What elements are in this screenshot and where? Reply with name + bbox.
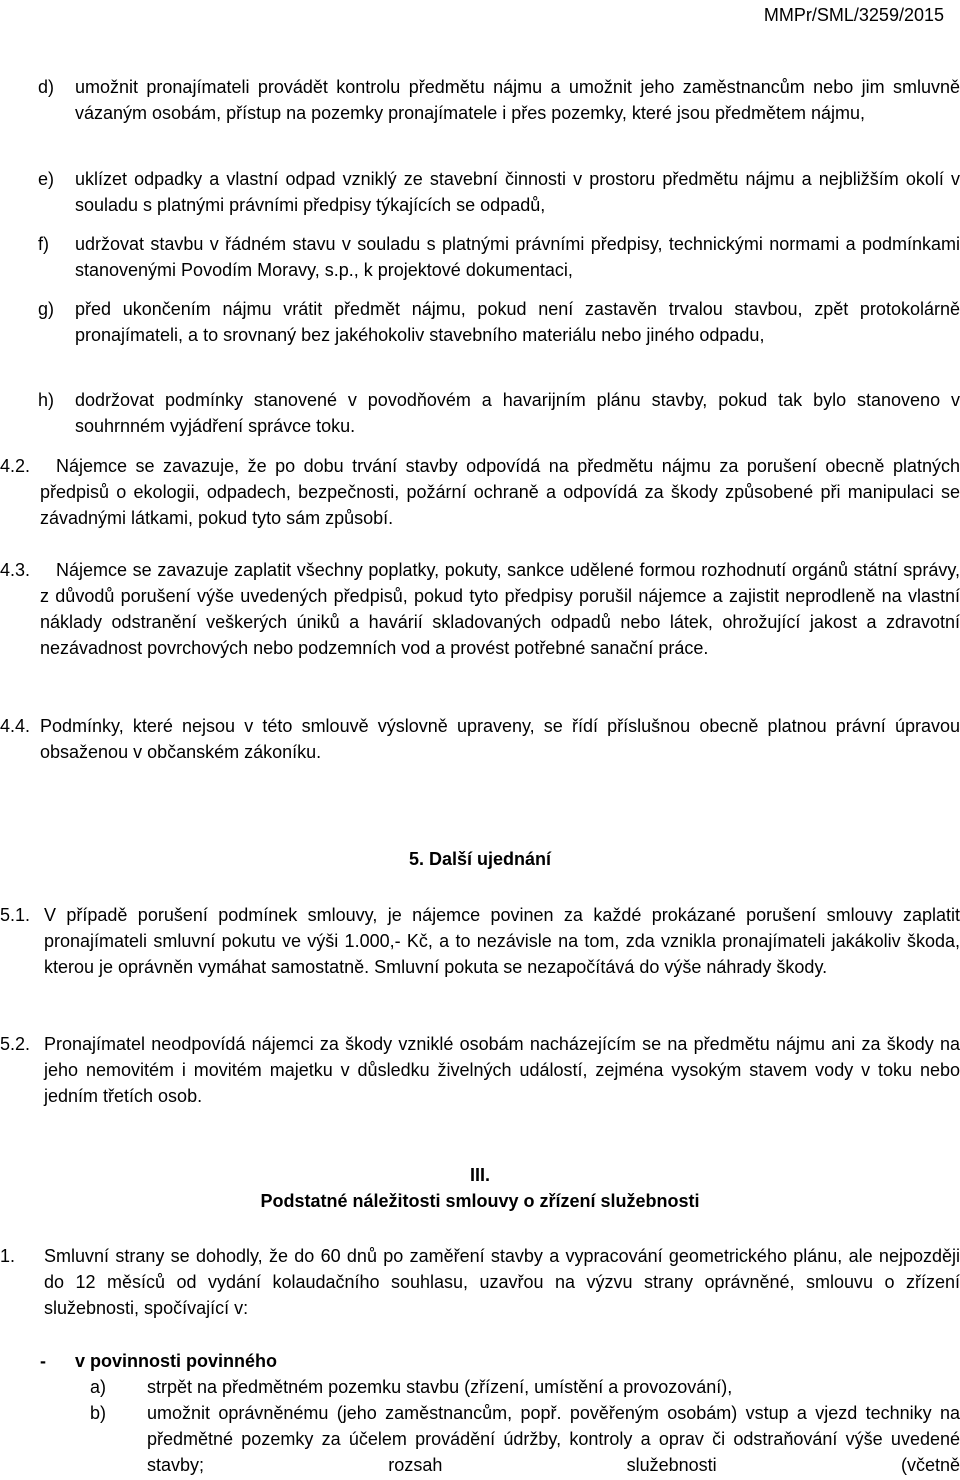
- clause-number: 5.1.: [0, 905, 31, 925]
- list-item-text: strpět na předmětném pozemku stavbu (zřízení, umístění a provozování),: [147, 1377, 733, 1397]
- list-item-text: udržovat stavbu v řádném stavu v souladu s platnými právními předpisy, technickými normami a podmínkami stanovenými Povodím Moravy, s.p., k projektové dokumentaci,: [75, 234, 960, 280]
- clause-text: V případě porušení podmínek smlouvy, je nájemce povinen za každé prokázané porušení smlouvy zaplatit pronajímateli smluvní pokutu ve výši 1.000,- Kč, a to nezávisle na tom, zda vznikla pronajímateli jakákoliv škoda, kterou je oprávněn vymáhat samostatně. Smluvní pokuta se nezapočítává do výše náhrady škody.: [44, 905, 960, 977]
- list-item-label: b): [90, 1403, 107, 1423]
- list-item-text: uklízet odpadky a vlastní odpad vzniklý ze stavební činnosti v prostoru předmětu nájmu a nejbližším okolí v souladu s platnými právními předpisy týkajících se odpadů,: [75, 169, 960, 215]
- clause-text: Smluvní strany se dohodly, že do 60 dnů po zaměření stavby a vypracování geometrického plánu, ale nejpozději do 12 měsíců od vydání kolaudačního souhlasu, uzavřou na výzvu strany oprávněné, smlouvu o zřízení služebnosti, spočívající v:: [44, 1246, 960, 1318]
- list-item-label: h): [38, 390, 55, 410]
- list-item-text: umožnit oprávněnému (jeho zaměstnancům, popř. pověřeným osobám) vstup a vjezd techniky na předmětné pozemky za účelem provádění údržby, kontroly a oprav či odstraňování výše uvedené stavby; rozsah služebnosti (včetně: [147, 1403, 960, 1475]
- list-item-label: d): [38, 77, 55, 97]
- section-5-heading: 5. Další ujednání: [408, 849, 552, 869]
- clause-text: Nájemce se zavazuje zaplatit všechny poplatky, pokuty, sankce udělené formou rozhodnutí orgánů státní správy, z důvodů porušení výše uvedených předpisů, pokud tyto předpisy porušil nájemce a zajistit neprodleně na vlastní náklady odstranění veškerých úniků a havárií skladovaných odpadů nebo látek, ohrožující jakost a zdravotní nezávadnost povrchových nebo podzemních vod a provést potřebné sanační práce.: [40, 560, 960, 658]
- section-III-numeral: III.: [469, 1165, 490, 1185]
- list-item-text: před ukončením nájmu vrátit předmět nájmu, pokud není zastavěn trvalou stavbou, zpět protokolárně pronajímateli, a to srovnaný bez jakéhokoliv stavebního materiálu nebo jiného odpadu,: [75, 299, 960, 345]
- clause-number: 1.: [0, 1246, 16, 1266]
- list-item-label: f): [38, 234, 49, 254]
- clause-number: 4.3.: [0, 560, 31, 580]
- duty-heading: v povinnosti povinného: [75, 1351, 277, 1371]
- list-item-label: g): [38, 299, 55, 319]
- clause-text: Pronajímatel neodpovídá nájemci za škody vzniklé osobám nacházejícím se na předmětu nájmu ani za škody na jeho nemovitém i movitém majetku v důsledku živelných událostí, zejména vysokým stavem vody v toku nebo jedním třetích osob.: [44, 1034, 960, 1106]
- clause-text: Podmínky, které nejsou v této smlouvě výslovně upraveny, se řídí příslušnou obecně platnou právní úpravou obsaženou v občanském zákoníku.: [40, 716, 960, 762]
- list-item-text: dodržovat podmínky stanovené v povodňovém a havarijním plánu stavby, pokud tak bylo stanoveno v souhrnném vyjádření správce toku.: [75, 390, 960, 436]
- dash-bullet: -: [40, 1351, 46, 1371]
- list-item-text: umožnit pronajímateli provádět kontrolu předmětu nájmu a umožnit jeho zaměstnancům nebo jim smluvně vázaným osobám, přístup na pozemky pronajímatele i přes pozemky, které jsou předmětem nájmu,: [75, 77, 960, 123]
- clause-text: Nájemce se zavazuje, že po dobu trvání stavby odpovídá na předmětu nájmu za porušení obecně platných předpisů o ekologii, odpadech, bezpečnosti, požární ochraně a odpovídá za škody způsobené při manipulaci se závadnými látkami, pokud tyto sám způsobí.: [40, 456, 960, 528]
- clause-number: 4.4.: [0, 716, 31, 736]
- list-item-label: a): [90, 1377, 107, 1397]
- section-III-title: Podstatné náležitosti smlouvy o zřízení služebnosti: [260, 1191, 700, 1211]
- clause-number: 5.2.: [0, 1034, 31, 1054]
- list-item-label: e): [38, 169, 55, 189]
- clause-number: 4.2.: [0, 456, 31, 476]
- document-reference: MMPr/SML/3259/2015: [763, 5, 944, 25]
